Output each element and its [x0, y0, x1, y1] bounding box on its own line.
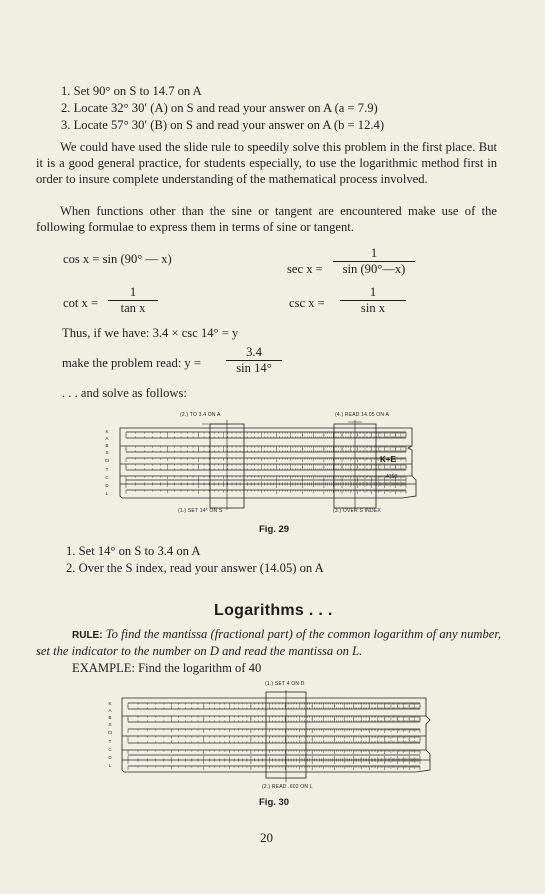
step-2-fig29: 2. Over the S index, read your answer (14.05) on A [66, 561, 324, 575]
fig30-label-bottom: (2.) READ .602 ON L [262, 784, 313, 790]
fig30-label-top: (1.) SET 4 ON D [265, 681, 305, 687]
scale-letter: B [105, 443, 109, 448]
scale-letter: C [105, 475, 109, 480]
make-problem-fraction [226, 345, 282, 376]
paragraph-formulae-intro: When functions other than the sine or tangent are encountered make use of the following formulae to express them in terms of sine or tangent. [36, 204, 497, 234]
scale-letter: L [105, 491, 109, 496]
formula-cot-fraction [108, 285, 158, 316]
rule-paragraph [36, 627, 501, 660]
fig29-caption: Fig. 29 [259, 524, 290, 535]
formula-csc-lhs: csc x = [289, 296, 325, 310]
fig29-brand-mark: K+E [380, 455, 396, 464]
fig29-slide-rule-drawing [112, 418, 418, 510]
make-problem-denominator: sin 14° [236, 361, 272, 375]
example-text: Find the logarithm of 40 [138, 661, 262, 675]
scale-letter: C [108, 747, 112, 752]
scale-letter: K [105, 429, 109, 434]
section-heading-logarithms: Logarithms . . . [214, 602, 333, 619]
scale-letter: S [105, 450, 109, 455]
scale-letter: D [105, 483, 109, 488]
formula-csc-fraction [340, 285, 406, 316]
make-problem-numerator: 3.4 [246, 345, 262, 359]
formula-cot-denominator: tan x [120, 301, 146, 315]
fig30-caption: Fig. 30 [259, 797, 290, 808]
formula-cot-lhs: cot x = [63, 296, 99, 310]
paragraph-slide-rule-practice: We could have used the slide rule to speedily solve this problem in the first place. But it is a good general practice, for students especially, to use the logarithmic method first in order to insure complete understanding of the mathematical process involved. [36, 140, 497, 186]
rule-label: RULE: [72, 630, 103, 641]
step-3-top: 3. Locate 57° 30′ (B) on S and read your answer on A (b = 12.4) [61, 118, 385, 132]
scale-letter: A [108, 708, 112, 713]
scale-letter: K [108, 701, 112, 706]
scale-letter: A [105, 436, 109, 441]
fig29-label-bottom-right: (3.) OVER S INDEX [333, 508, 381, 514]
scale-letter: T [105, 467, 109, 472]
fig29-model-number: 4158 [386, 474, 398, 480]
example-label: EXAMPLE: [72, 661, 135, 675]
step-1-top: 1. Set 90° on S to 14.7 on A [61, 84, 202, 98]
formula-csc-numerator: 1 [369, 285, 377, 299]
scale-letter: B [108, 715, 112, 720]
fig29-label-top-left: (2.) TO 3.4 ON A [180, 412, 221, 418]
scale-letter: L [108, 763, 112, 768]
formula-sec-lhs: sec x = [287, 262, 323, 276]
scale-letter: T [108, 739, 112, 744]
step-2-top: 2. Locate 32° 30′ (A) on S and read your answer on A (a = 7.9) [61, 101, 378, 115]
page-number: 20 [260, 830, 273, 845]
formula-sec-numerator: 1 [370, 246, 378, 260]
formula-sec-denominator: sin (90°—x) [342, 262, 406, 276]
scale-letter: S [108, 722, 112, 727]
scale-letter: D [108, 755, 112, 760]
formula-sec-fraction [333, 246, 415, 277]
formula-csc-denominator: sin x [360, 301, 386, 315]
fig29-label-bottom-left: (1.) SET 14° ON S [178, 508, 223, 514]
step-1-fig29: 1. Set 14° on S to 3.4 on A [66, 544, 201, 558]
formula-cot-numerator: 1 [129, 285, 137, 299]
fig29-label-top-right: (4.) READ 14.05 ON A [335, 412, 390, 418]
scale-letter: CI [104, 458, 110, 463]
thus-line: Thus, if we have: 3.4 × csc 14° = y [62, 326, 239, 340]
rule-text: To find the mantissa (fractional part) of the common logarithm of any number, set the indicator to the number on D and read the mantissa on L. [36, 627, 501, 658]
solve-line: . . . and solve as follows: [62, 386, 187, 400]
scale-letter: CI [107, 730, 113, 735]
fig30-slide-rule-drawing [116, 690, 434, 782]
example-line [72, 660, 261, 676]
make-problem-lhs: make the problem read: y = [62, 356, 201, 370]
formula-cos: cos x = sin (90° — x) [63, 252, 172, 266]
